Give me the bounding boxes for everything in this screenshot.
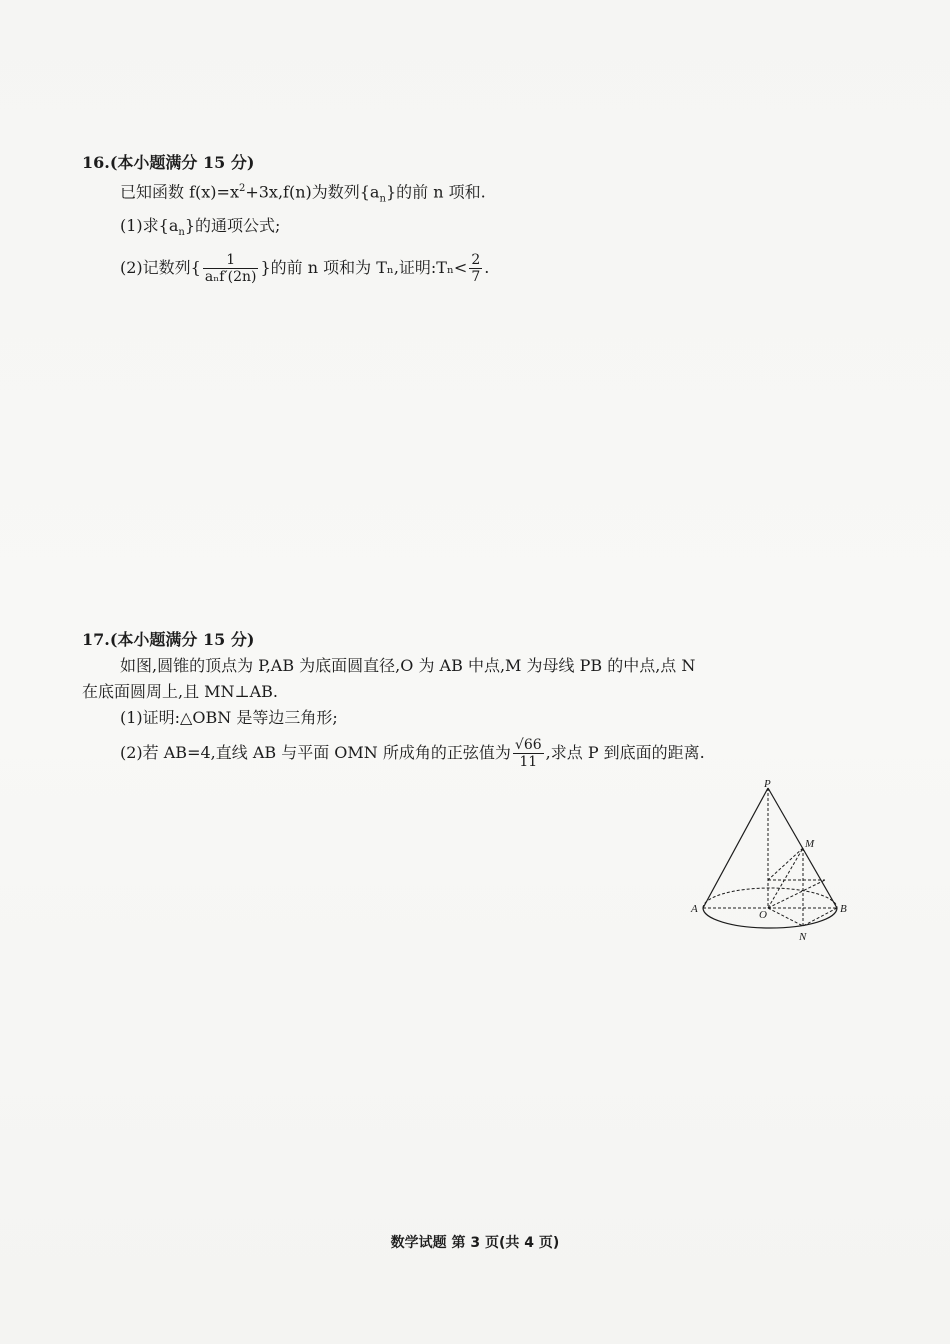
question-16-stem: 已知函数 $f(x)=x^2+3x,f(n)$为数列$\{a_n\}$的前 n 项和. [120,182,486,205]
question-16-header: 16.(本小题满分 15 分) [82,153,255,172]
question-16 [82,150,862,290]
segment-PM-to-O-hint [768,848,803,880]
segment-OM [768,848,803,908]
cone-figure [685,780,855,950]
question-16-part-2: (2)记数列{ $\frac{1}{\text{aₙf′(2n)}}$ }的前 n 项和为 Tₙ,证明:Tₙ< $\frac{2}{7}$ . [120,251,490,285]
question-17-header: 17.(本小题满分 15 分) [82,630,255,649]
question-17-stem-line-2: 在底面圆周上,且 MN⊥AB. [82,682,279,701]
question-17-part-2: (2)若 AB=4,直线 AB 与平面 OMN 所成角的正弦值为 $\frac{√66}{11}$ ,求点 P 到底面的距离. [120,737,705,770]
question-17 [82,627,862,775]
label-O: O [759,909,767,921]
segment-BN [803,908,837,926]
page-footer: 数学试题 第 3 页(共 4 页) [390,1235,560,1251]
fraction-2-over-7: $\frac{2}{7}$ [471,251,481,285]
segment-ON [768,908,803,926]
question-16-part-1: (1)求$\{a_n\}$的通项公式; [120,215,281,238]
cone-base-back-arc [703,888,837,908]
label-B: B [840,903,847,915]
label-M: M [805,838,815,850]
cone-base-front-arc [703,908,837,928]
question-17-stem-line-1: 如图,圆锥的顶点为 P,AB 为底面圆直径,O 为 AB 中点,M 为母线 PB 的中点,点 N [120,656,696,675]
label-N: N [799,931,807,943]
fraction-sqrt66-over-11: $\frac{√66}{11}$ [514,737,542,770]
generatrix-PA [703,788,768,908]
question-17-part-1: (1)证明:△OBN 是等边三角形; [120,708,338,727]
label-P: P [764,780,771,790]
label-A: A [691,903,698,915]
fraction-1-over-anf2n: $\frac{1}{\text{aₙf′(2n)}}$ [204,251,257,285]
